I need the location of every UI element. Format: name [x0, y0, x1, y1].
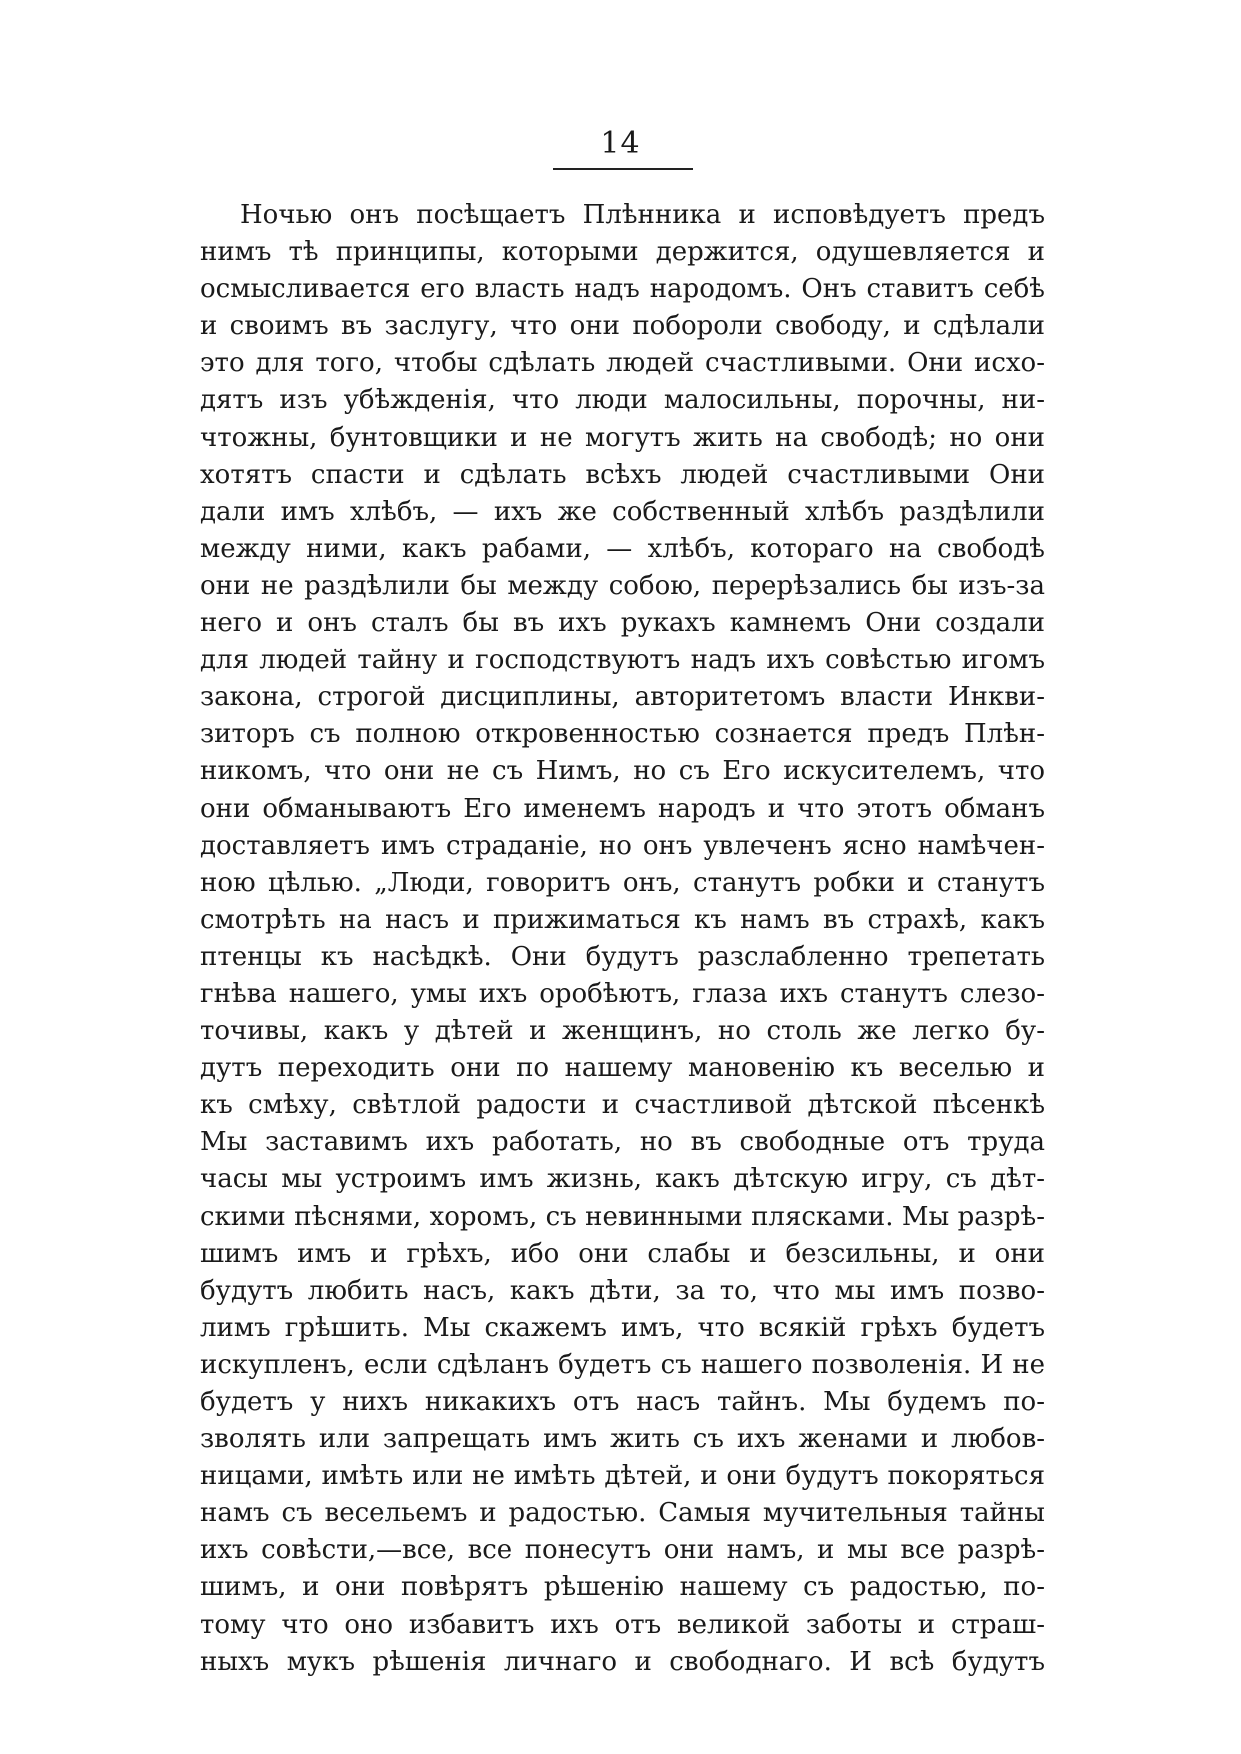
- text-line: тому что оно избавитъ ихъ отъ великой заботы и страш-: [200, 1609, 1045, 1640]
- text-line: между ними, какъ рабами, — хлѣбъ, котораго на свободѣ: [200, 533, 1045, 564]
- text-line: него и онъ сталъ бы въ ихъ рукахъ камнемъ Они создали: [200, 608, 1045, 639]
- text-line: зиторъ съ полною откровенностью сознается предъ Плѣн-: [200, 719, 1045, 750]
- text-line: закона, строгой дисциплины, авторитетомъ власти Инкви-: [200, 682, 1045, 713]
- text-line: гнѣва нашего, умы ихъ оробѣютъ, глаза ихъ станутъ слезо-: [200, 978, 1045, 1009]
- text-line: часы мы устроимъ имъ жизнь, какъ дѣтскую игру, съ дѣт-: [200, 1164, 1045, 1195]
- text-line: ницами, имѣть или не имѣть дѣтей, и они будутъ покоряться: [200, 1461, 1045, 1492]
- text-line: птенцы къ насѣдкѣ. Они будутъ разслабленно трепетать: [200, 941, 1045, 972]
- text-line: ною цѣлью. „Люди, говоритъ онъ, станутъ робки и станутъ: [200, 867, 1045, 898]
- text-line: ныхъ мукъ рѣшенія личнаго и свободнаго. И всѣ будутъ: [200, 1646, 1045, 1677]
- text-line: будутъ любить насъ, какъ дѣти, за то, что мы имъ позво-: [200, 1275, 1045, 1306]
- text-line: Мы заставимъ ихъ работать, но въ свободные отъ труда: [200, 1127, 1045, 1158]
- text-line: лимъ грѣшить. Мы скажемъ имъ, что всякій грѣхъ будетъ: [200, 1312, 1045, 1343]
- text-line: искупленъ, если сдѣланъ будетъ съ нашего позволенія. И не: [200, 1349, 1045, 1380]
- text-line: дали имъ хлѣбъ, — ихъ же собственный хлѣбъ раздѣлили: [200, 496, 1045, 527]
- text-line: зволять или запрещать имъ жить съ ихъ женами и любов-: [200, 1424, 1045, 1455]
- text-line: это для того, чтобы сдѣлать людей счастливыми. Они исхо-: [200, 348, 1045, 379]
- text-line: къ смѣху, свѣтлой радости и счастливой дѣтской пѣсенкѣ: [200, 1090, 1045, 1121]
- text-line: осмысливается его власть надъ народомъ. Онъ ставитъ себѣ: [200, 274, 1045, 305]
- text-line: чтожны, бунтовщики и не могутъ жить на свободѣ; но они: [200, 422, 1045, 453]
- body-text: [200, 197, 1045, 1681]
- text-line: смотрѣть на насъ и прижиматься къ намъ въ страхѣ, какъ: [200, 904, 1045, 935]
- text-line: скими пѣснями, хоромъ, съ невинными плясками. Мы разрѣ-: [200, 1201, 1045, 1232]
- text-line: шимъ, и они повѣрятъ рѣшенію нашему съ радостью, по-: [200, 1572, 1045, 1603]
- text-line: Ночью онъ посѣщаетъ Плѣнника и исповѣдуетъ предъ: [240, 200, 1045, 230]
- text-line: нимъ тѣ принципы, которыми держится, одушевляется и: [200, 237, 1045, 268]
- text-line: шимъ имъ и грѣхъ, ибо они слабы и безсильны, и они: [200, 1238, 1045, 1269]
- header-rule: [553, 168, 693, 170]
- text-line: и своимъ въ заслугу, что они побороли свободу, и сдѣлали: [200, 311, 1045, 342]
- text-line: они обманываютъ Его именемъ народъ и что этотъ обманъ: [200, 793, 1045, 824]
- text-line: дутъ переходить они по нашему мановенію къ веселью и: [200, 1053, 1045, 1084]
- text-line: для людей тайну и господствуютъ надъ ихъ совѣстью игомъ: [200, 645, 1045, 676]
- text-line: они не раздѣлили бы между собою, перерѣзались бы изъ-за: [200, 570, 1045, 601]
- text-line: хотятъ спасти и сдѣлать всѣхъ людей счастливыми Они: [200, 459, 1045, 490]
- text-line: будетъ у нихъ никакихъ отъ насъ тайнъ. Мы будемъ по-: [200, 1387, 1045, 1417]
- text-line: доставляетъ имъ страданіе, но онъ увлеченъ ясно намѣчен-: [200, 830, 1045, 861]
- text-line: ихъ совѣсти,—все, все понесутъ они намъ, и мы все разрѣ-: [200, 1535, 1045, 1566]
- text-line: дятъ изъ убѣжденія, что люди малосильны, порочны, ни-: [200, 385, 1045, 416]
- page-number: 14: [600, 126, 641, 161]
- text-line: намъ съ весельемъ и радостью. Самыя мучительныя тайны: [200, 1498, 1045, 1529]
- text-line: точивы, какъ у дѣтей и женщинъ, но столь же легко бу-: [200, 1016, 1045, 1047]
- text-line: никомъ, что они не съ Нимъ, но съ Его искусителемъ, что: [200, 756, 1045, 787]
